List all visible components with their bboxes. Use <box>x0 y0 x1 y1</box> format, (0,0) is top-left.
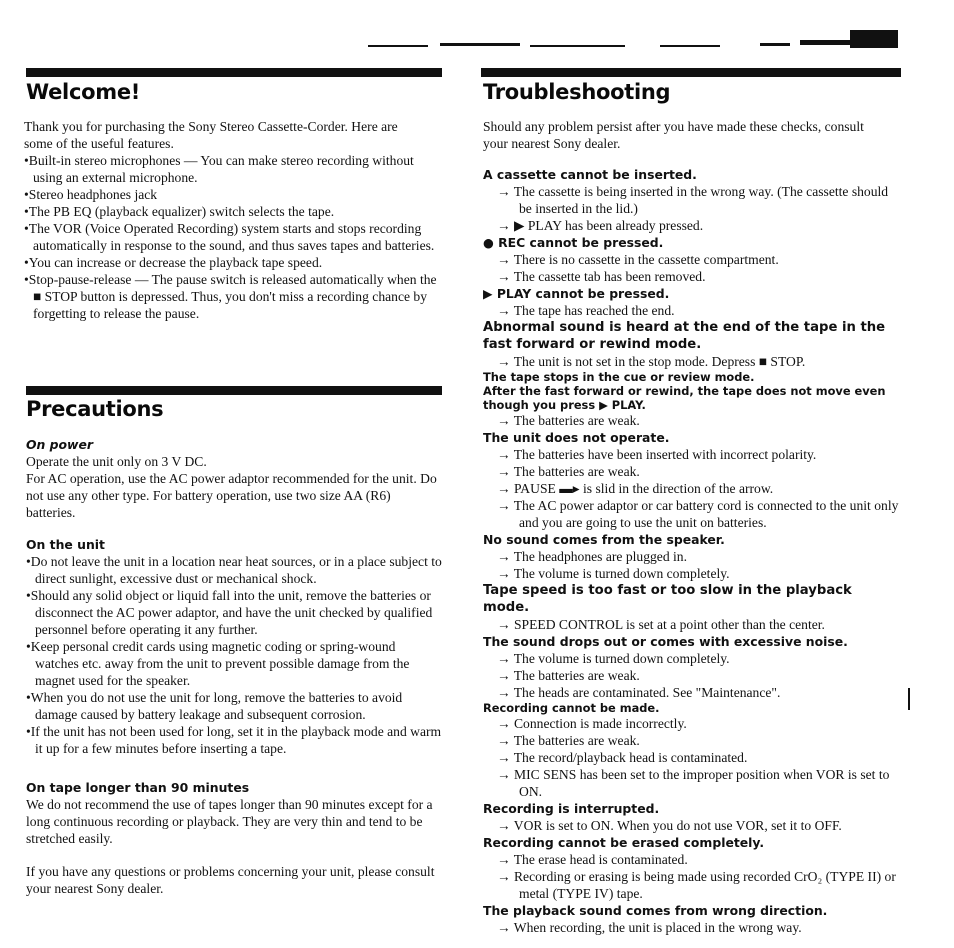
problem-heading: The playback sound comes from wrong direction. <box>483 903 828 918</box>
closing-text: If you have any questions or problems concerning your unit, please consult your nearest Sony dealer. <box>26 864 435 896</box>
precautions-rule <box>26 386 442 395</box>
feature-item: •Built-in stereo microphones — You can make stereo recording without using an external microphone. <box>24 153 414 185</box>
feature-item: •The VOR (Voice Operated Recording) system starts and stops recording automatically in response to the sound, and thus saves tapes and batteries. <box>24 221 435 253</box>
problem-heading: The sound drops out or comes with excessive noise. <box>483 634 848 649</box>
problem-entry <box>483 582 901 633</box>
problem-heading: No sound comes from the speaker. <box>483 532 725 547</box>
problem-cause: → The batteries are weak. <box>497 464 640 479</box>
problem-heading: Recording is interrupted. <box>483 801 660 816</box>
problem-cause: → The cassette tab has been removed. <box>497 269 706 284</box>
problem-cause: → MIC SENS has been set to the improper position when VOR is set to ON. <box>497 767 890 799</box>
problem-cause: → The erase head is contaminated. <box>497 852 688 867</box>
tape-section <box>26 779 442 847</box>
problem-cause: → When recording, the unit is placed in the wrong way. <box>497 920 802 935</box>
feature-item: •The PB EQ (playback equalizer) switch selects the tape. <box>24 204 335 219</box>
unit-section <box>26 536 442 757</box>
problem-entry <box>483 633 901 701</box>
problem-entry <box>483 800 901 834</box>
problem-cause: → The batteries are weak. <box>497 668 640 683</box>
precautions-title: Precautions <box>26 397 164 421</box>
problem-heading: The unit does not operate. <box>483 430 670 445</box>
power-line: For AC operation, use the AC power adaptor recommended for the unit. Do not use any other type. For battery operation, use two size AA (R6) batteries. <box>26 471 437 520</box>
welcome-intro: Thank you for purchasing the Sony Stereo Cassette-Corder. Here are some of the useful features. <box>24 119 398 151</box>
problem-cause: → The batteries have been inserted with incorrect polarity. <box>497 447 817 462</box>
feature-item: •Stereo headphones jack <box>24 187 158 202</box>
welcome-body <box>24 118 442 322</box>
welcome-title: Welcome! <box>26 80 141 104</box>
problem-cause: → The volume is turned down completely. <box>497 566 730 581</box>
problem-cause: → The volume is turned down completely. <box>497 651 730 666</box>
problem-cause: → The batteries are weak. <box>497 733 640 748</box>
problem-entry <box>483 285 901 319</box>
problem-cause: → The heads are contaminated. See "Maintenance". <box>497 685 781 700</box>
problem-heading: After the fast forward or rewind, the tape does not move even though you press ▶ PLAY. <box>483 384 886 412</box>
problem-entry <box>483 319 901 370</box>
problem-heading: ▶ PLAY cannot be pressed. <box>483 286 670 301</box>
unit-item: •Should any solid object or liquid fall into the unit, remove the batteries or disconnect the AC power adaptor, and have the unit checked by qualified personnel before operating it any further. <box>26 588 433 637</box>
problem-cause: → The record/playback head is contaminated. <box>497 750 748 765</box>
unit-item: •Do not leave the unit in a location near heat sources, or in a place subject to direct sunlight, excessive dust or mechanical shock. <box>26 554 442 586</box>
problem-cause: → The tape has reached the end. <box>497 303 675 318</box>
unit-item: •Keep personal credit cards using magnetic coding or spring-wound watches etc. away from the unit to prevent possible damage from the magnet used for the speaker. <box>26 639 410 688</box>
problem-entry <box>483 701 901 800</box>
problem-cause: → SPEED CONTROL is set at a point other than the center. <box>497 617 825 632</box>
problem-cause: → There is no cassette in the cassette compartment. <box>497 252 779 267</box>
tape-heading: On tape longer than 90 minutes <box>26 780 250 795</box>
problem-entry <box>483 531 901 582</box>
tape-text: We do not recommend the use of tapes longer than 90 minutes except for a long continuous recording or playback. They are very thin and tend to be stretched easily. <box>26 797 433 846</box>
problem-cause: → VOR is set to ON. When you do not use VOR, set it to OFF. <box>497 818 842 833</box>
problem-cause: → The headphones are plugged in. <box>497 549 688 564</box>
problem-heading: A cassette cannot be inserted. <box>483 167 697 182</box>
problem-entry <box>483 370 901 384</box>
closing-section <box>26 863 442 897</box>
problem-cause: → Recording or erasing is being made using recorded CrO₂ (TYPE II) or metal (TYPE IV) tape. <box>497 869 896 901</box>
scan-mark <box>908 688 910 710</box>
feature-item: •Stop-pause-release — The pause switch is released automatically when the ■ STOP button is depressed. Thus, you don't miss a recording chance by forgetting to release the pause. <box>24 272 437 321</box>
troubleshooting-title: Troubleshooting <box>483 80 671 104</box>
problem-cause: → The AC power adaptor or car battery cord is connected to the unit only and you are going to use the unit on batteries. <box>497 498 899 530</box>
welcome-rule <box>26 68 442 77</box>
unit-item: •When you do not use the unit for long, remove the batteries to avoid damage caused by battery leakage and subsequent corrosion. <box>26 690 403 722</box>
problem-list <box>483 166 901 936</box>
problem-heading: Abnormal sound is heard at the end of the tape in the fast forward or rewind mode. <box>483 320 886 352</box>
unit-heading: On the unit <box>26 537 105 552</box>
power-heading: On power <box>26 437 94 452</box>
problem-heading: Recording cannot be made. <box>483 701 660 715</box>
problem-cause: → Connection is made incorrectly. <box>497 716 687 731</box>
problem-entry <box>483 834 901 902</box>
problem-heading: Recording cannot be erased completely. <box>483 835 765 850</box>
feature-list <box>24 152 442 322</box>
troubleshooting-rule <box>481 68 901 77</box>
problem-cause: → ▶ PLAY has been already pressed. <box>497 218 704 233</box>
troubleshooting-intro-block <box>483 118 901 152</box>
feature-item: •You can increase or decrease the playback tape speed. <box>24 255 323 270</box>
problem-cause: → The cassette is being inserted in the wrong way. (The cassette should be inserted in the lid.) <box>497 184 889 216</box>
problem-heading: ● REC cannot be pressed. <box>483 235 664 250</box>
power-line: Operate the unit only on 3 V DC. <box>26 454 207 469</box>
problem-cause: → PAUSE ▬▸ is slid in the direction of the arrow. <box>497 481 774 496</box>
unit-item: •If the unit has not been used for long, set it in the playback mode and warm it up for a few minutes before inserting a tape. <box>26 724 442 756</box>
problem-entry <box>483 902 901 936</box>
problem-entry <box>483 384 901 429</box>
problem-heading: Tape speed is too fast or too slow in the playback mode. <box>483 583 852 615</box>
problem-entry <box>483 429 901 531</box>
problem-heading: The tape stops in the cue or review mode. <box>483 370 755 384</box>
problem-cause: → The unit is not set in the stop mode. Depress ■ STOP. <box>497 354 806 369</box>
troubleshooting-intro: Should any problem persist after you have made these checks, consult your nearest Sony dealer. <box>483 119 864 151</box>
problem-entry <box>483 234 901 285</box>
problem-entry <box>483 166 901 234</box>
problem-cause: → The batteries are weak. <box>497 413 640 428</box>
power-section <box>26 436 442 521</box>
